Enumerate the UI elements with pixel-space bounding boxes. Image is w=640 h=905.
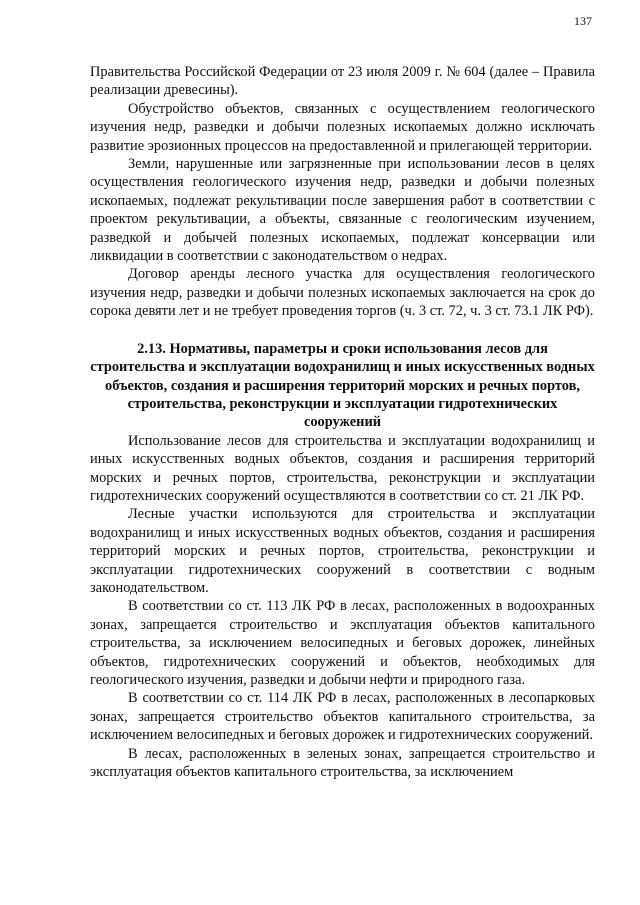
paragraph: Использование лесов для строительства и эксплуатации водохранилищ и иных искусственных водных объектов, создания и расширения территорий морских и речных портов, строительства, реконструкции и эксплуатации гидротехнических сооружений осуществляются в соответствии со ст. 21 ЛК РФ. [90, 432, 595, 504]
paragraph: В соответствии со ст. 114 ЛК РФ в лесах, расположенных в лесопарковых зонах, запрещается строительство объектов капитального строительства, за исключением велосипедных и беговых дорожек и гидротехнических сооружений. [90, 690, 595, 744]
paragraph: Земли, нарушенные или загрязненные при использовании лесов в целях осуществления геологического изучения недр, разведки и добычи полезных ископаемых, подлежат рекультивации после завершения работ в соответствии с проектом рекультивации, а объекты, связанные с геологическим изучением, разведкой и добычей полезных ископаемых, подлежат консервации или ликвидации в соответствии с законодательством о недрах. [90, 156, 595, 265]
paragraph: В соответствии со ст. 113 ЛК РФ в лесах, расположенных в водоохранных зонах, запрещается строительство и эксплуатация объектов капитального строительства, за исключением велосипедных и беговых дорожек, линейных объектов, гидротехнических сооружений и объектов, необходимых для геологического изучения, разведки и добычи нефти и природного газа. [90, 598, 595, 688]
paragraph: Правительства Российской Федерации от 23 июля 2009 г. № 604 (далее – Правила реализации древесины). [90, 64, 595, 99]
paragraph: Обустройство объектов, связанных с осуществлением геологического изучения недр, разведки и добычи полезных ископаемых должно исключать развитие эрозионных процессов на предоставленной и прилегающей территории. [90, 100, 595, 154]
page-number: 137 [574, 14, 592, 28]
paragraph: Лесные участки используются для строительства и эксплуатации водохранилищ и иных искусственных водных объектов, создания и расширения территорий морских и речных портов, строительства, реконструкции и эксплуатации гидротехнических сооружений в соответствии с водным законодательством. [90, 506, 595, 596]
paragraph: В лесах, расположенных в зеленых зонах, запрещается строительство и эксплуатация объектов капитального строительства, за исключением [90, 745, 595, 781]
paragraph: Договор аренды лесного участка для осуществления геологического изучения недр, разведки и добычи полезных ископаемых заключается на срок до сорока девяти лет и не требует проведения торгов (ч. 3 ст. 72, ч. 3 ст. 73.1 ЛК РФ). [90, 266, 595, 320]
section-heading: 2.13. Нормативы, параметры и сроки использования лесов для строительства и эксплуатации водохранилищ и иных искусственных водных объектов, создания и расширения территорий морских и речных портов, строительства, реконструкции и эксплуатации гидротехнических сооружений [90, 340, 595, 431]
body-text [90, 63, 595, 781]
